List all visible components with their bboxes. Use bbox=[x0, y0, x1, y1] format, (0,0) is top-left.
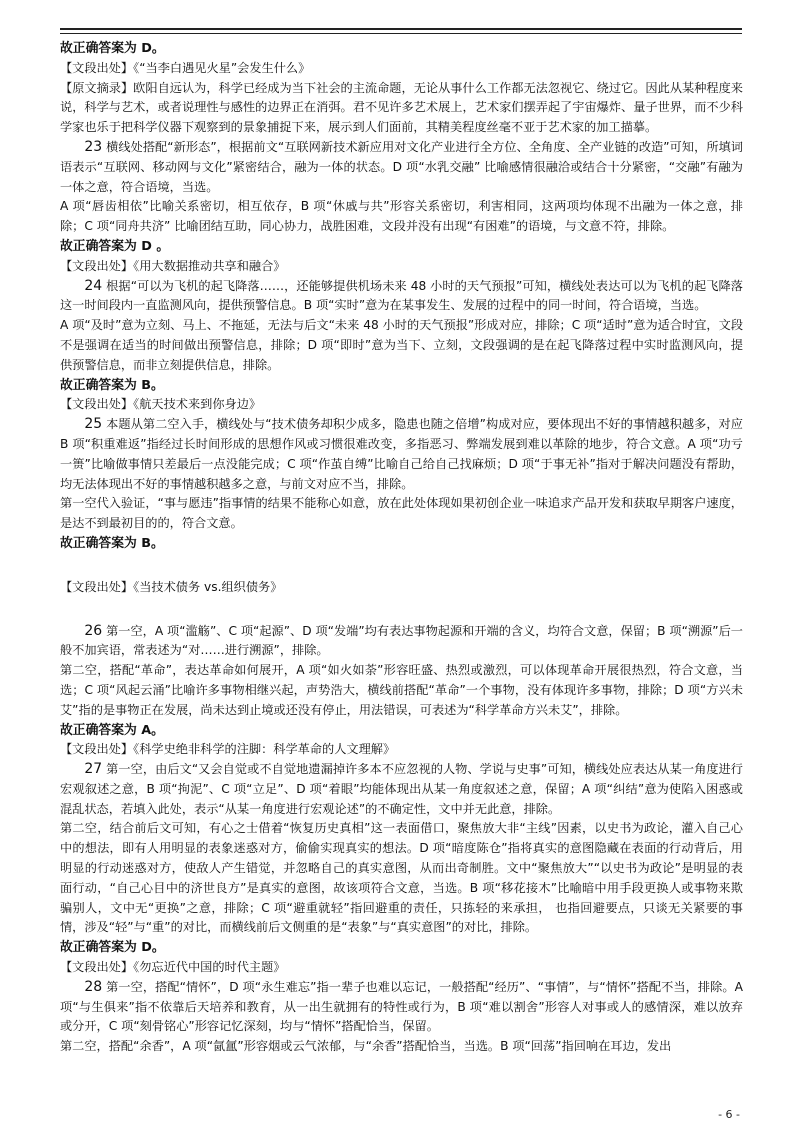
paragraph-text: 故正确答案为 A。 bbox=[60, 722, 164, 738]
paragraph-text: 【原文摘录】欧阳自远认为，科学已经成为当下社会的主流命题，无论从事什么工作都无法忽视它、绕过它。因此从某种程度来说，科学与艺术，或者说理性与感性的边界正在消弭。君不见许多艺术展上，艺术家们摆弄起了宇宙爆炸、量子世界，而不少科学家也乐于把科学仪器下观察到的景象捕捉下来，展示到人们面前，其精美程度丝毫不亚于艺术家的加工描摹。 bbox=[60, 80, 743, 135]
explanation-paragraph bbox=[60, 661, 743, 720]
paragraph-text: 横线处搭配“新形态”，根据前文“互联网新技术新应用对文化产业进行全方位、全角度、全产业链的改造”可知，所填词语表示“互联网、移动网与文化”紧密结合，融为一体的状态。D 项“水乳交融” 比喻感情很融洽或结合十分紧密，“交融”有融为一体之意，符合语境，当选。 bbox=[60, 139, 743, 194]
explanation-paragraph bbox=[60, 197, 743, 237]
spacer bbox=[60, 598, 743, 622]
question-number: 28 bbox=[84, 978, 103, 995]
paragraph-text: 第一空，搭配“情怀”，D 项“永生难忘”指一辈子也难以忘记，一般搭配“经历”、“事情”，与“情怀”搭配不当，排除。A 项“与生俱来”指不依靠后天培养和教育，从一出生就拥有的特性或行为，B 项“难以割舍”形容人对事或人的感情深，难以放弃或分开，C 项“刻骨铭心”形容记忆深刻，均与“情怀”搭配恰当，保留。 bbox=[60, 979, 743, 1034]
header-rule-thick bbox=[60, 28, 742, 30]
question-number: 23 bbox=[84, 138, 103, 155]
paragraph-text: 第一空代入验证，“事与愿违”指事情的结果不能称心如意，放在此处体现如果初创企业一味追求产品开发和获取早期客户速度，是达不到最初目的的，符合文意。 bbox=[60, 496, 743, 531]
spacer bbox=[60, 554, 743, 578]
header-rule-thin bbox=[60, 33, 742, 34]
explanation-paragraph bbox=[60, 494, 743, 534]
paragraph-text: 【文段出处】《用大数据推动共享和融合》 bbox=[60, 258, 286, 273]
paragraph-text: 【文段出处】《航天技术来到你身边》 bbox=[60, 397, 262, 412]
question-explanation bbox=[60, 138, 743, 197]
answer-line bbox=[60, 376, 743, 396]
explanation-paragraph bbox=[60, 1037, 743, 1057]
answer-line bbox=[60, 237, 743, 257]
answer-line bbox=[60, 721, 743, 741]
answer-line bbox=[60, 534, 743, 554]
explanation-paragraph bbox=[60, 316, 743, 375]
answer-line bbox=[60, 39, 743, 59]
paragraph-text: A 项“及时”意为立刻、马上、不拖延，无法与后文“未来 48 小时的天气预报”形成对应，排除；C 项“适时”意为适合时宜，文段不是强调在适当的时间做出预警信息，排除；D 项“即时”意为当下、立刻，文段强调的是在起飞降落过程中实时监测风向，提供预警信息，而非立刻提供信息，排除。 bbox=[60, 318, 743, 372]
question-number: 24 bbox=[84, 277, 103, 294]
paragraph-text: 第二空，搭配“革命”，表达革命如何展开，A 项“如火如荼”形容旺盛、热烈或激烈，可以体现革命开展很热烈，符合文意，当选；C 项“风起云涌”比喻许多事物相继兴起，声势浩大，横线前搭配“革命”一个事物，没有体现许多事物，排除；D 项“方兴未艾”指的是事物正在发展，尚未达到止境或还没有停止，用法错误，可表述为“科学革命方兴未艾”，排除。 bbox=[60, 663, 743, 717]
source-citation bbox=[60, 740, 743, 760]
question-number: 25 bbox=[84, 416, 103, 433]
answer-line bbox=[60, 938, 743, 958]
answer-explanation-body bbox=[60, 39, 743, 1057]
source-citation bbox=[60, 59, 743, 79]
paragraph-text: 故正确答案为 B。 bbox=[60, 377, 164, 393]
question-explanation bbox=[60, 760, 743, 819]
paragraph-text: 第二空，结合前后文可知，有心之士借着“恢复历史真相”这一表面借口，聚焦放大非“主线”因素，以史书为政论，灌入自己心中的想法，即有人用明显的表象迷惑对方，偷偷实现真实的想法。D 项“暗度陈仓”指将真实的意图隐藏在表面的行动背后，用明显的行动迷惑对方，使敌人产生错觉，并忽略自己的真实意图，从而出奇制胜。文中“聚焦放大”“以史书为政论”是明显的表面行动，“自己心目中的济世良方”是真实的意图，故该项符合文意，当选。B 项“移花接木”比喻暗中用手段更换人或事物来欺骗别人，文中无“更换”之意，排除；C 项“避重就轻”指回避重的责任，只拣轻的来承担， 也指回避要点，只谈无关紧要的事情，涉及“轻”与“重”的对比，而横线前后文侧重的是“表象”与“真实意图”的对比，排除。 bbox=[60, 821, 743, 935]
paragraph-text: 本题从第二空入手，横线处与“技术债务却积少成多，隐患也随之倍增”构成对应，要体现出不好的事情越积越多，对应 B 项“积重难返”指经过长时间形成的思想作风或习惯很难改变，多指恶习、弊端发展到难以革除的地步，符合文意。A 项“功亏一篑”比喻做事情只差最后一点没能完成；C 项“作茧自缚”比喻自己给自己找麻烦；D 项“于事无补”指对于解决问题没有帮助，均无法体现出不好的事情越积越多之意，与前文对应不当，排除。 bbox=[60, 417, 743, 491]
source-citation bbox=[60, 257, 743, 277]
paragraph-text: 第二空，搭配“余香”，A 项“氤氲”形容烟或云气浓郁，与“余香”搭配恰当，当选。B 项“回荡”指回响在耳边，发出 bbox=[60, 1039, 672, 1054]
paragraph-text: 【文段出处】《“当李白遇见火星”会发生什么》 bbox=[60, 60, 311, 75]
question-number: 27 bbox=[84, 761, 103, 778]
source-citation bbox=[60, 395, 743, 415]
question-explanation bbox=[60, 415, 743, 494]
explanation-paragraph bbox=[60, 819, 743, 938]
paragraph-text: 【文段出处】《勿忘近代中国的时代主题》 bbox=[60, 960, 286, 975]
paragraph-text: A 项“唇齿相依”比喻关系密切，相互依存，B 项“休戚与共”形容关系密切，利害相同，这两项均体现不出融为一体之意，排除；C 项“同舟共济” 比喻团结互助，同心协力，战胜困难，文段并没有出现“有困难”的语境，与文意不符，排除。 bbox=[60, 199, 743, 234]
question-number: 26 bbox=[84, 622, 103, 639]
explanation-paragraph bbox=[60, 79, 743, 138]
question-explanation bbox=[60, 622, 743, 662]
paragraph-text: 根据“可以为飞机的起飞降落……，还能够提供机场未来 48 小时的天气预报”可知，横线处表达可以为飞机的起飞降落这一时间段内一直监测风向，提供预警信息。B 项“实时”意为在某事发生、发展的过程中的同一时间，符合语境，当选。 bbox=[60, 278, 743, 313]
source-citation bbox=[60, 958, 743, 978]
question-explanation bbox=[60, 978, 743, 1037]
paragraph-text: 第一空，A 项“滥觞”、C 项“起源”、D 项“发端”均有表达事物起源和开端的含义，均符合文意，保留；B 项“溯源”后一般不加宾语，常表述为“对……进行溯源”，排除。 bbox=[60, 623, 743, 658]
paragraph-text: 【文段出处】《科学史绝非科学的注脚：科学革命的人文理解》 bbox=[60, 742, 396, 757]
question-explanation bbox=[60, 277, 743, 317]
paragraph-text: 故正确答案为 D。 bbox=[60, 940, 165, 956]
paragraph-text: 故正确答案为 D 。 bbox=[60, 238, 170, 254]
page-number: - 6 - bbox=[718, 1108, 740, 1121]
source-citation bbox=[60, 578, 743, 598]
paragraph-text: 【文段出处】《当技术债务 vs.组织债务》 bbox=[60, 579, 283, 594]
paragraph-text: 第一空，由后文“又会自觉或不自觉地遗漏掉许多本不应忽视的人物、学说与史事”可知，横线处应表达从某一角度进行宏观叙述之意，B 项“拘泥”、C 项“立足”、D 项“着眼”均能体现出从某一角度叙述之意，保留；A 项“纠结”意为使陷入困惑或混乱状态，若填入此处，表示“从某一角度进行宏观论述”的不确定性，文中并无此意，排除。 bbox=[60, 762, 743, 816]
paragraph-text: 故正确答案为 D。 bbox=[60, 41, 165, 56]
paragraph-text: 故正确答案为 B。 bbox=[60, 535, 164, 551]
